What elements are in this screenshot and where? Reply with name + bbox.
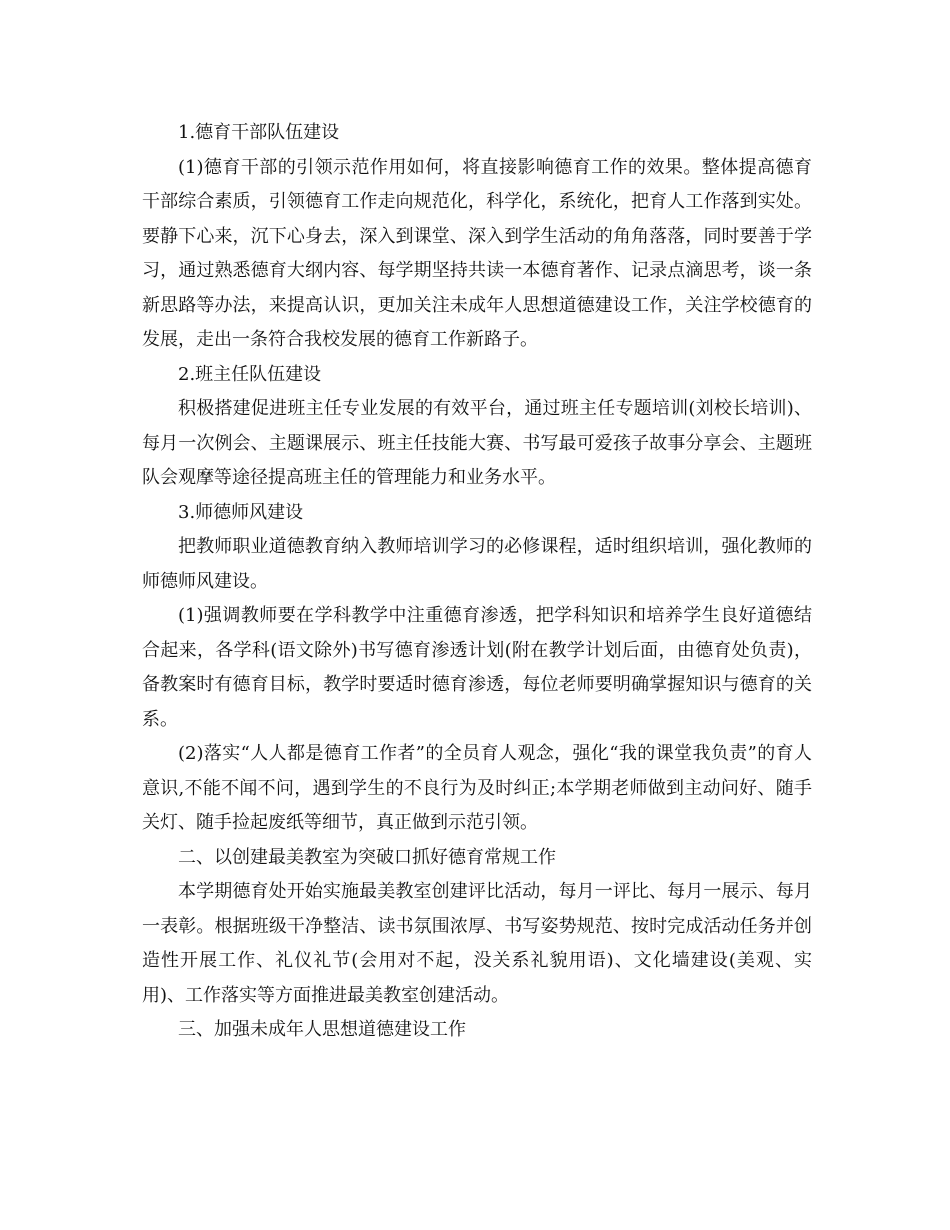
section-heading-head-teacher-team: 2.班主任队伍建设 xyxy=(178,363,322,385)
document-body xyxy=(142,116,812,1048)
paragraph-ethics-training: 把教师职业道德教育纳入教师培训学习的必修课程，适时组织培训，强化教师的师德师风建设。 xyxy=(142,536,812,592)
paragraph-all-staff-education: (2)落实“人人都是德育工作者”的全员育人观念，强化“我的课堂我负责”的育人意识,不能不闻不问，遇到学生的不良行为及时纠正;本学期老师做到主动问好、随手关灯、随手捡起废纸等细节，真正做到示范引领。 xyxy=(142,743,812,833)
paragraph-cadre-role: (1)德育干部的引领示范作用如何，将直接影响德育工作的效果。整体提高德育干部综合素质，引领德育工作走向规范化，科学化，系统化，把育人工作落到实处。要静下心来，沉下心身去，深入到课堂、深入到学生活动的角角落落，同时要善于学习，通过熟悉德育大纲内容、每学期坚持共读一本德育著作、记录点滴思考，谈一条新思路等办法，来提高认识，更加关注未成年人思想道德建设工作，关注学校德育的发展，走出一条符合我校发展的德育工作新路子。 xyxy=(142,156,812,350)
section-heading-minors-moral-construction: 三、加强未成年人思想道德建设工作 xyxy=(178,1019,466,1040)
section-heading-beautiful-classroom: 二、以创建最美教室为突破口抓好德育常规工作 xyxy=(178,846,556,868)
paragraph-head-teacher-platform: 积极搭建促进班主任专业发展的有效平台，通过班主任专题培训(刘校长培训)、每月一次例会、主题课展示、班主任技能大赛、书写最可爱孩子故事分享会、主题班队会观摩等途径提高班主任的管理能力和业务水平。 xyxy=(142,398,812,488)
paragraph-classroom-evaluation: 本学期德育处开始实施最美教室创建评比活动，每月一评比、每月一展示、每月一表彰。根据班级干净整洁、读书氛围浓厚、书写姿势规范、按时完成活动任务并创造性开展工作、礼仪礼节(会用对不起，没关系礼貌用语)、文化墙建设(美观、实用)、工作落实等方面推进最美教室创建活动。 xyxy=(142,881,812,1006)
section-heading-cadre-team: 1.德育干部队伍建设 xyxy=(178,122,340,143)
paragraph-subject-moral-education: (1)强调教师要在学科教学中注重德育渗透，把学科知识和培养学生良好道德结合起来，各学科(语文除外)书写德育渗透计划(附在教学计划后面，由德育处负责)，备教案时有德育目标，教学时要适时德育渗透，每位老师要明确掌握知识与德育的关系。 xyxy=(142,605,812,730)
section-heading-teacher-ethics: 3.师德师风建设 xyxy=(178,501,304,523)
